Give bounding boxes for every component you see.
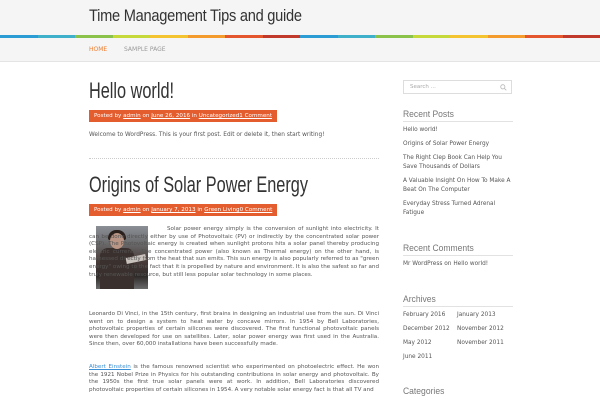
site-title[interactable]: Time Management Tips and guide — [89, 6, 302, 25]
meta-date-link[interactable]: January 7, 2013 — [151, 207, 196, 213]
archive-link[interactable]: January 2013 — [457, 312, 496, 318]
post-meta — [89, 110, 277, 122]
meta-author-link[interactable]: admin — [123, 207, 141, 213]
meta-posted-by: Posted by — [94, 113, 122, 119]
post-meta — [89, 204, 277, 216]
comment-on: on — [444, 261, 452, 267]
nav-sample-page[interactable]: SAMPLE PAGE — [124, 46, 166, 53]
meta-category-link[interactable]: Uncategorized — [198, 113, 240, 119]
search-icon[interactable] — [500, 84, 507, 91]
einstein-link[interactable]: Albert Einstein — [89, 364, 131, 370]
archive-link[interactable]: February 2016 — [403, 312, 446, 318]
recent-post-link[interactable]: Everyday Stress Turned Adrenal Fatigue — [403, 201, 496, 216]
post-title[interactable]: Hello world! — [89, 78, 175, 103]
meta-date-link[interactable]: June 26, 2016 — [151, 113, 191, 119]
widget-divider — [403, 255, 513, 256]
recent-post-link[interactable]: The Right Clep Book Can Help You Save Thousands of Dollars — [403, 155, 502, 170]
meta-on: on — [142, 207, 150, 213]
recent-posts-title: Recent Posts — [403, 109, 454, 120]
meta-author-link[interactable]: admin — [123, 113, 141, 119]
recent-post-link[interactable]: Origins of Solar Power Energy — [403, 141, 490, 147]
search-placeholder: Search ... — [410, 84, 436, 90]
search-input[interactable] — [403, 80, 512, 94]
nav-home[interactable]: HOME — [89, 46, 108, 53]
post-paragraph-3 — [89, 364, 379, 394]
recent-comments-title: Recent Comments — [403, 243, 474, 254]
meta-comments-link[interactable]: 1 Comment — [239, 113, 273, 119]
recent-post-link[interactable]: A Valuable Insight On How To Make A Beat On The Computer — [403, 178, 511, 193]
meta-posted-by: Posted by — [94, 207, 122, 213]
archive-link[interactable]: December 2012 — [403, 326, 450, 332]
categories-title: Categories — [403, 386, 445, 397]
archive-link[interactable]: June 2011 — [403, 354, 433, 360]
meta-in: in — [191, 113, 197, 119]
archive-link[interactable]: November 2011 — [457, 340, 504, 346]
archives-title: Archives — [403, 294, 436, 305]
paragraph-3-text: is the famous renowned scientist who experimented on photoelectric effect. He won the 1921 Nobel Prize in Physics for his outstanding contributions in solar energy and photovoltaic. By the 1950s the first true solar panels were at work. In addition, Bell Laboratories discovered photovoltaic properties of certain silicones in 1954. A very notable solar energy fact is that all TV and — [89, 364, 379, 393]
meta-in: in — [197, 207, 203, 213]
site-header — [0, 0, 600, 36]
archive-link[interactable]: May 2012 — [403, 340, 432, 346]
post-title[interactable]: Origins of Solar Power Energy — [89, 172, 308, 197]
post-paragraph-1: Solar power energy simply is the conversion of sunlight into electricity. It can be done directly either by use of Photovoltaic (PV) or indirectly by the concentrated solar power (CSP). The Photovoltaic energy is created when sunlight protons hits a solar panel thereby producing electric currents. The concentrated power (also known as Thermal energy) on the other hand, is harnessed directly from the heat that sun emits. This sun energy is also popularly referred to as "green energy" owing to the fact that it is propelled by nature and environment. It is also the safest so far and truly renewable resource, but still less popular solar technology in some places. — [89, 226, 379, 278]
meta-on: on — [142, 113, 150, 119]
comment-author-link[interactable]: Mr WordPress — [403, 261, 443, 267]
recent-post-link[interactable]: Hello world! — [403, 127, 438, 133]
post-excerpt: Welcome to WordPress. This is your first post. Edit or delete it, then start writing! — [89, 132, 325, 138]
widget-divider — [403, 306, 513, 307]
comment-post-link[interactable]: Hello world! — [453, 261, 489, 267]
widget-divider — [403, 121, 513, 122]
main-navigation — [0, 38, 600, 62]
meta-comments-link[interactable]: 0 Comment — [239, 207, 273, 213]
meta-category-link[interactable]: Green Living — [204, 207, 240, 213]
post-divider — [89, 158, 379, 159]
recent-comment — [403, 260, 513, 269]
archive-link[interactable]: November 2012 — [457, 326, 504, 332]
post-paragraph-2: Leonardo Di Vinci, in the 15th century, first brains in designing an industrial use from the sun. Di Vinci went on to design a system to heat water by concave mirrors. In 1954 by Bell Laboratories, photovoltaic properties of certain silicones were discovered. The first functional photovoltaic panels were then developed for use on satellites. Later, solar power energy was first used in the Australia. Since then, over 60,000 installations have been successfully made. — [89, 311, 379, 348]
